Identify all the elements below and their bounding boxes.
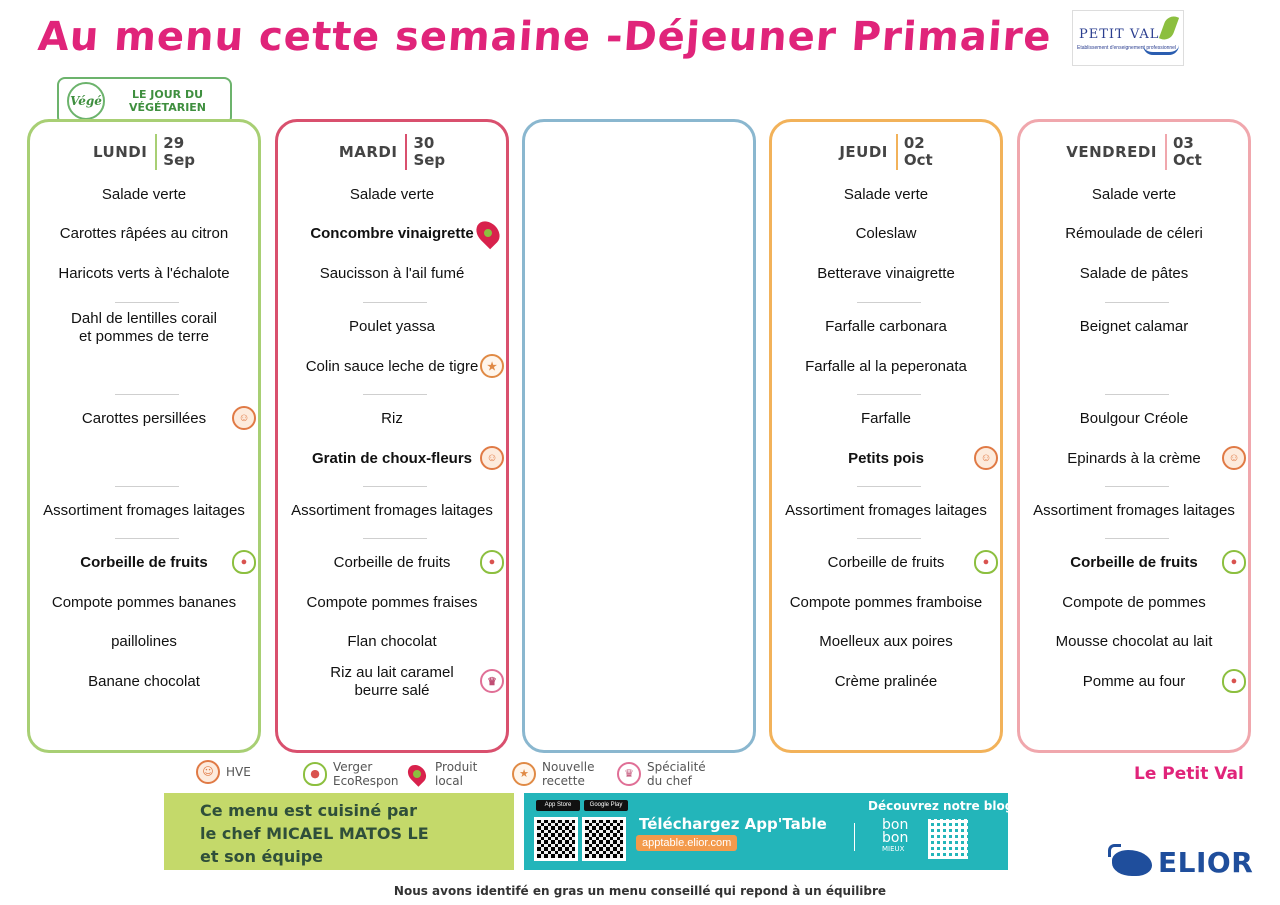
chef-line2: le chef MICAEL MATOS LE bbox=[200, 824, 429, 843]
menu-item bbox=[284, 594, 500, 612]
menu-item bbox=[778, 225, 994, 243]
menu-item-label: Corbeille de fruits bbox=[1070, 554, 1198, 571]
legend-label bbox=[226, 765, 251, 779]
hve-icon: ☺ bbox=[480, 446, 504, 470]
day-column-mardi bbox=[275, 119, 509, 753]
menu-item-label: Haricots verts à l'échalote bbox=[58, 265, 230, 282]
menu-item-label: Banane chocolat bbox=[88, 673, 200, 690]
menu-item bbox=[284, 450, 500, 468]
vege-text-line2: VÉGÉTARIEN bbox=[128, 101, 207, 114]
course-separator bbox=[115, 302, 179, 303]
date-separator bbox=[896, 134, 898, 170]
date-separator bbox=[1165, 134, 1167, 170]
day-name: JEUDI bbox=[839, 143, 888, 161]
day-month: Oct bbox=[1172, 151, 1202, 169]
bonbon-line2: bon bbox=[882, 830, 909, 846]
menu-item bbox=[778, 265, 994, 283]
day-number: 02 bbox=[903, 134, 925, 152]
menu-item-label: Salade verte bbox=[843, 186, 929, 203]
logo-name: PETIT VAL bbox=[1079, 27, 1160, 42]
apple-icon: ● bbox=[480, 550, 504, 574]
elior-logo bbox=[1112, 846, 1253, 879]
menu-item-label: Mousse chocolat au lait bbox=[1055, 633, 1213, 650]
chef-hat-icon: ♛ bbox=[617, 762, 641, 786]
chef-hat-icon: ♛ bbox=[480, 669, 504, 693]
menu-item-label: Compote pommes framboise bbox=[789, 594, 983, 611]
day-header bbox=[30, 132, 258, 172]
menu-item-label: Compote pommes fraises bbox=[306, 594, 478, 611]
menu-item-label: Concombre vinaigrette bbox=[310, 225, 474, 242]
course-separator bbox=[363, 538, 427, 539]
menu-item-label: Salade verte bbox=[349, 186, 435, 203]
menu-item-label: Corbeille de fruits bbox=[333, 554, 451, 571]
bonbon-logo bbox=[882, 819, 908, 854]
location-pin-icon bbox=[404, 761, 429, 786]
elior-brand: ELIOR bbox=[1158, 846, 1254, 879]
menu-item bbox=[1026, 186, 1242, 204]
menu-item-label: Riz au lait caramel beurre salé bbox=[330, 664, 454, 699]
course-separator bbox=[115, 486, 179, 487]
qr-code-app-store[interactable] bbox=[534, 817, 578, 861]
petit-val-logo bbox=[1072, 10, 1184, 66]
legend-item bbox=[409, 760, 477, 788]
legend-label-line2: recette bbox=[542, 774, 585, 788]
menu-item bbox=[284, 318, 500, 336]
day-month: Oct bbox=[903, 151, 933, 169]
menu-item bbox=[284, 410, 500, 428]
course-separator bbox=[857, 486, 921, 487]
menu-item bbox=[36, 633, 252, 651]
day-column-lundi bbox=[27, 119, 261, 753]
day-date bbox=[904, 135, 933, 169]
menu-item-label: Farfalle bbox=[860, 410, 912, 427]
star-icon: ★ bbox=[480, 354, 504, 378]
course-separator bbox=[857, 538, 921, 539]
vegetarian-day-banner bbox=[57, 77, 232, 125]
legend-label-line2: EcoRespon bbox=[333, 774, 399, 788]
menu-item bbox=[284, 225, 500, 243]
menu-item bbox=[1026, 633, 1242, 651]
legend-item bbox=[617, 760, 706, 788]
menu-item-label: Epinards à la crème bbox=[1067, 450, 1201, 467]
chef-line3: et son équipe bbox=[200, 847, 324, 866]
menu-item bbox=[284, 633, 500, 651]
legend-label bbox=[333, 760, 399, 788]
qr-code-google-play[interactable] bbox=[582, 817, 626, 861]
menu-item bbox=[284, 502, 500, 520]
vege-text-line1: LE JOUR DU bbox=[131, 88, 204, 101]
course-separator bbox=[857, 302, 921, 303]
menu-item-label: Moelleux aux poires bbox=[819, 633, 953, 650]
menu-item-label: Coleslaw bbox=[855, 225, 917, 242]
legend-label-line1: Spécialité bbox=[647, 760, 706, 774]
menu-item bbox=[778, 186, 994, 204]
legend-label-line2: local bbox=[435, 774, 463, 788]
day-name: LUNDI bbox=[92, 143, 148, 161]
menu-item bbox=[1026, 502, 1242, 520]
menu-item-label: Assortiment fromages laitages bbox=[43, 502, 245, 519]
menu-item-label: Carottes râpées au citron bbox=[59, 225, 229, 242]
menu-item-label: Pomme au four bbox=[1082, 673, 1186, 690]
bonbon-line1: bon bbox=[882, 817, 909, 833]
app-store-button[interactable]: App Store bbox=[536, 800, 580, 811]
menu-item bbox=[778, 633, 994, 651]
day-header bbox=[772, 132, 1000, 172]
menu-item-label: Betterave vinaigrette bbox=[817, 265, 955, 282]
menu-item-label: Corbeille de fruits bbox=[827, 554, 945, 571]
app-promo-box bbox=[524, 793, 1014, 870]
menu-item-label: Assortiment fromages laitages bbox=[291, 502, 493, 519]
day-month: Sep bbox=[163, 151, 195, 169]
legend-label-line1: Nouvelle bbox=[542, 760, 595, 774]
menu-item-label: Rémoulade de céleri bbox=[1065, 225, 1203, 242]
menu-item bbox=[778, 318, 994, 336]
course-separator bbox=[1105, 486, 1169, 487]
course-separator bbox=[857, 394, 921, 395]
google-play-button[interactable]: Google Play bbox=[584, 800, 628, 811]
menu-item-label: Salade verte bbox=[1091, 186, 1177, 203]
menu-item bbox=[778, 554, 994, 572]
menu-item bbox=[284, 554, 500, 572]
legend-item bbox=[512, 760, 594, 788]
course-separator bbox=[363, 486, 427, 487]
menu-item bbox=[36, 594, 252, 612]
menu-item bbox=[778, 410, 994, 428]
day-month: Sep bbox=[413, 151, 446, 169]
menu-item bbox=[36, 265, 252, 283]
menu-item-label: Crème pralinée bbox=[834, 673, 938, 690]
location-pin-icon bbox=[472, 217, 505, 250]
bull-icon bbox=[1112, 850, 1152, 876]
menu-item-label: Corbeille de fruits bbox=[80, 554, 208, 571]
menu-item bbox=[284, 186, 500, 204]
menu-item-label: Carottes persillées bbox=[81, 410, 207, 427]
menu-item-label: Salade de pâtes bbox=[1079, 265, 1189, 282]
hve-icon: ☺ bbox=[974, 446, 998, 470]
day-number: 29 bbox=[163, 134, 185, 152]
le-petit-val-signature: Le Petit Val bbox=[1134, 764, 1244, 784]
day-column-mercredi-empty bbox=[522, 119, 756, 753]
apple-icon: ● bbox=[303, 762, 327, 786]
legend-label-line2: du chef bbox=[647, 774, 692, 788]
app-title: Téléchargez App'Table bbox=[639, 815, 827, 833]
menu-item bbox=[1026, 554, 1242, 572]
course-separator bbox=[363, 394, 427, 395]
legend-label bbox=[542, 760, 594, 788]
menu-item-label: Saucisson à l'ail fumé bbox=[319, 265, 465, 282]
menu-item-label: paillolines bbox=[111, 633, 177, 650]
day-date bbox=[163, 135, 195, 169]
swoosh-icon bbox=[1143, 45, 1179, 55]
legend-item bbox=[196, 760, 251, 784]
menu-item bbox=[1026, 225, 1242, 243]
blog-title: Découvrez notre blog bbox=[868, 799, 1014, 813]
course-separator bbox=[115, 394, 179, 395]
divider bbox=[854, 823, 855, 851]
footer-note: Nous avons identifé en gras un menu conseillé qui repond à un équilibre bbox=[393, 884, 887, 898]
menu-item bbox=[36, 502, 252, 520]
course-separator bbox=[115, 538, 179, 539]
course-separator bbox=[1105, 394, 1169, 395]
menu-item-label: Compote de pommes bbox=[1062, 594, 1206, 611]
legend-label-line1: HVE bbox=[226, 765, 251, 779]
legend-item bbox=[303, 760, 399, 788]
menu-item-label: Farfalle carbonara bbox=[825, 318, 947, 335]
qr-code-blog[interactable] bbox=[928, 819, 968, 859]
legend-label-line1: Verger bbox=[333, 760, 373, 774]
menu-item-label: Poulet yassa bbox=[349, 318, 435, 335]
vege-badge-icon: Végé bbox=[67, 82, 105, 120]
logo-tagline: Etablissement d'enseignement professionnel bbox=[1077, 45, 1177, 51]
apple-icon: ● bbox=[1222, 550, 1246, 574]
day-number: 30 bbox=[413, 134, 435, 152]
course-separator bbox=[1105, 538, 1169, 539]
vege-text bbox=[105, 88, 230, 114]
apple-icon: ● bbox=[974, 550, 998, 574]
day-column-vendredi bbox=[1017, 119, 1251, 753]
legend-label bbox=[647, 760, 706, 788]
chef-box bbox=[164, 793, 514, 870]
menu-item bbox=[778, 502, 994, 520]
menu-item bbox=[36, 310, 252, 346]
day-name: MARDI bbox=[338, 143, 398, 161]
menu-item bbox=[1026, 265, 1242, 283]
menu-item bbox=[284, 265, 500, 283]
day-column-jeudi bbox=[769, 119, 1003, 753]
chef-line1: Ce menu est cuisiné par bbox=[200, 801, 417, 820]
menu-item-label: Dahl de lentilles corail et pommes de terre bbox=[71, 310, 217, 345]
hve-icon: ☺ bbox=[232, 406, 256, 430]
apple-icon: ● bbox=[1222, 669, 1246, 693]
menu-item-label: Boulgour Créole bbox=[1079, 410, 1189, 427]
day-number: 03 bbox=[1172, 134, 1194, 152]
menu-item-label: Flan chocolat bbox=[347, 633, 437, 650]
bonbon-small: MIEUX bbox=[882, 845, 905, 853]
menu-item-label: Compote pommes bananes bbox=[51, 594, 237, 611]
menu-item-label: Assortiment fromages laitages bbox=[785, 502, 987, 519]
menu-item bbox=[36, 410, 252, 428]
menu-item bbox=[36, 186, 252, 204]
menu-item-label: Salade verte bbox=[101, 186, 187, 203]
menu-item bbox=[1026, 318, 1242, 336]
menu-item bbox=[36, 225, 252, 243]
menu-item-label: Riz bbox=[381, 410, 403, 427]
menu-item bbox=[36, 554, 252, 572]
course-separator bbox=[1105, 302, 1169, 303]
menu-item bbox=[284, 358, 500, 376]
menu-item bbox=[284, 664, 500, 700]
date-separator bbox=[155, 134, 157, 170]
day-name: VENDREDI bbox=[1066, 143, 1157, 161]
legend-label bbox=[435, 760, 477, 788]
hve-icon: ☺ bbox=[1222, 446, 1246, 470]
day-date bbox=[413, 135, 445, 169]
star-icon: ★ bbox=[512, 762, 536, 786]
leaf-icon bbox=[1159, 14, 1179, 43]
menu-item-label: Petits pois bbox=[848, 450, 924, 467]
menu-item bbox=[778, 594, 994, 612]
hve-icon: ☺ bbox=[196, 760, 220, 784]
menu-item-label: Beignet calamar bbox=[1079, 318, 1189, 335]
menu-item-label: Colin sauce leche de tigre bbox=[305, 358, 479, 375]
menu-item bbox=[1026, 673, 1242, 691]
menu-item-label: Gratin de choux-fleurs bbox=[311, 450, 473, 467]
menu-item bbox=[36, 673, 252, 691]
menu-item bbox=[778, 673, 994, 691]
legend-label-line1: Produit bbox=[435, 760, 478, 774]
menu-item bbox=[778, 450, 994, 468]
menu-item bbox=[1026, 594, 1242, 612]
apple-icon: ● bbox=[232, 550, 256, 574]
date-separator bbox=[405, 134, 407, 170]
day-header bbox=[1020, 132, 1248, 172]
menu-item-label: Farfalle al la peperonata bbox=[805, 358, 967, 375]
page-title: Au menu cette semaine -Déjeuner Primaire bbox=[36, 14, 1054, 60]
app-url-link[interactable]: apptable.elior.com bbox=[636, 835, 737, 851]
menu-item bbox=[1026, 410, 1242, 428]
day-date bbox=[1173, 135, 1202, 169]
menu-item-label: Assortiment fromages laitages bbox=[1033, 502, 1235, 519]
course-separator bbox=[363, 302, 427, 303]
menu-item bbox=[1026, 450, 1242, 468]
day-header bbox=[278, 132, 506, 172]
menu-item bbox=[778, 358, 994, 376]
